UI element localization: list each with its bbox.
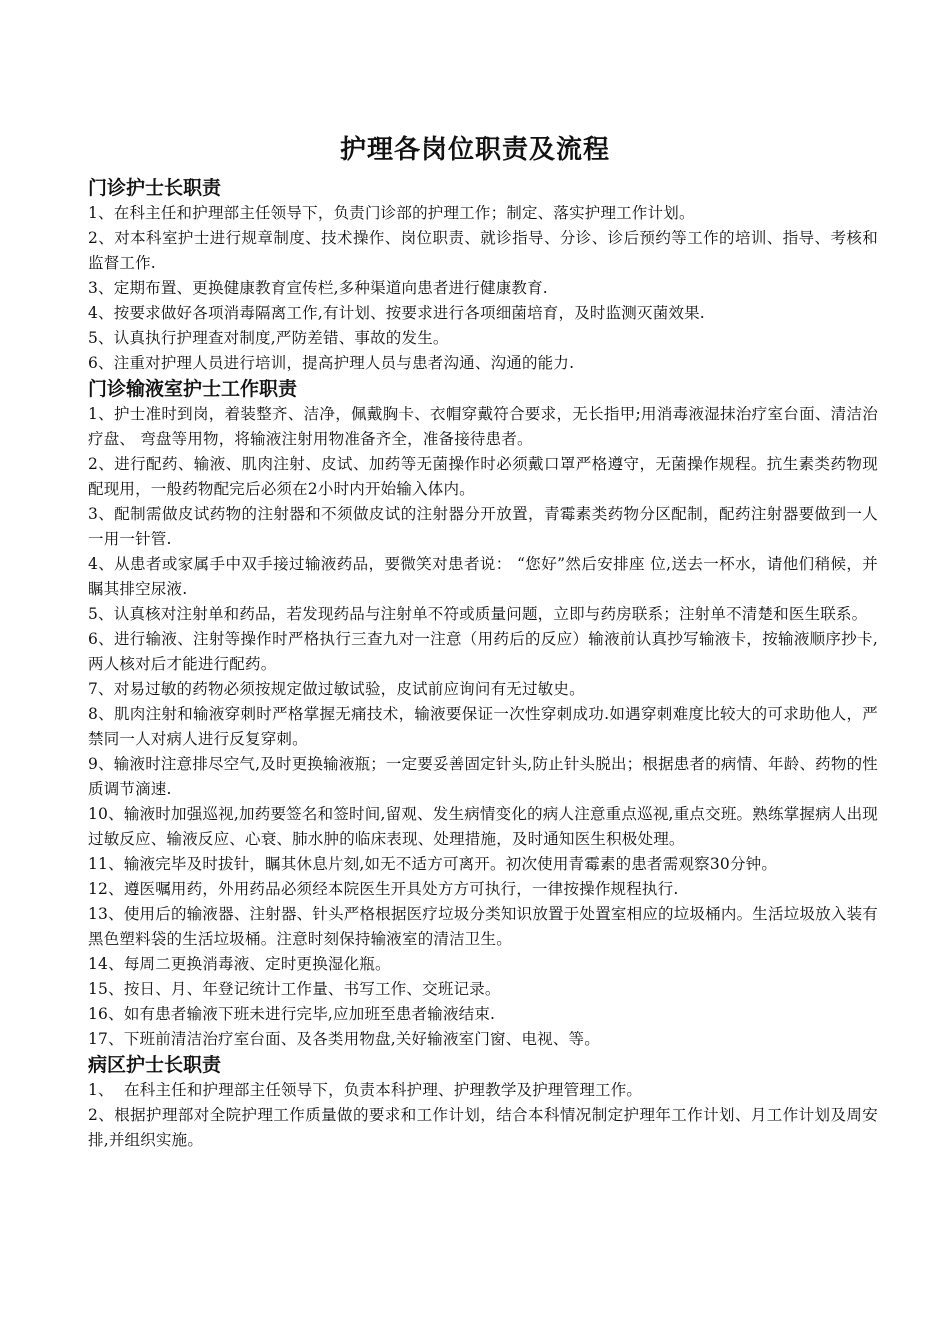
duty-item: 13、使用后的输液器、注射器、针头严格根据医疗垃圾分类知识放置于处置室相应的垃圾桶内。生活垃圾放入装有黑色塑料袋的生活垃圾桶。注意时刻保持输液室的清洁卫生。 xyxy=(88,905,878,948)
duty-item: 8、肌肉注射和输液穿刺时严格掌握无痛技术，输液要保证一次性穿刺成功.如遇穿刺难度比较大的可求助他人，严禁同一人对病人进行反复穿刺。 xyxy=(88,705,878,748)
duty-item: 11、输液完毕及时拔针，瞩其休息片刻,如无不适方可离开。初次使用青霉素的患者需观察30分钟。 xyxy=(88,855,778,873)
duty-item: 5、认真执行护理查对制度,严防差错、事故的发生。 xyxy=(88,329,449,347)
section-heading: 门诊护士长职责 xyxy=(88,177,222,199)
duty-item: 7、对易过敏的药物必须按规定做过敏试验，皮试前应询问有无过敏史。 xyxy=(88,680,585,698)
duty-item: 1、 在科主任和护理部主任领导下，负责本科护理、护理教学及护理管理工作。 xyxy=(88,1081,643,1099)
duty-item: 17、下班前清洁治疗室台面、及各类用物盘,关好输液室门窗、电视、等。 xyxy=(88,1030,600,1048)
duty-item: 12、遵医嘱用药，外用药品必须经本院医生开具处方方可执行，一律按操作规程执行. xyxy=(88,880,679,898)
duty-item: 16、如有患者输液下班未进行完毕,应加班至患者输液结束. xyxy=(88,1005,496,1023)
duty-item: 6、注重对护理人员进行培训，提高护理人员与患者沟通、沟通的能力. xyxy=(88,354,575,372)
section-heading: 门诊输液室护士工作职责 xyxy=(88,378,298,400)
duty-item: 14、每周二更换消毒液、定时更换湿化瓶。 xyxy=(88,955,391,973)
duty-item: 2、进行配药、输液、肌肉注射、皮试、加药等无菌操作时必须戴口罩严格遵守，无菌操作规程。抗生素类药物现配现用，一般药物配完后必须在2小时内开始输入体内。 xyxy=(88,455,878,498)
section-heading: 病区护士长职责 xyxy=(88,1054,222,1076)
duty-item: 10、输液时加强巡视,加药要签名和签时间,留观、发生病情变化的病人注意重点巡视,重点交班。熟练掌握病人出现过敏反应、输液反应、心衰、肺水肿的临床表现、处理措施，及时通知医生积极处理。 xyxy=(88,805,878,848)
section-infusion-room-nurse xyxy=(88,376,878,1052)
duty-item: 9、输液时注意排尽空气,及时更换输液瓶；一定要妥善固定针头,防止针头脱出；根据患者的病情、年龄、药物的性质调节滴速. xyxy=(88,755,878,798)
duty-item: 5、认真核对注射单和药品，若发现药品与注射单不符或质量问题，立即与药房联系；注射单不清楚和医生联系。 xyxy=(88,605,868,623)
duty-item: 3、定期布置、更换健康教育宣传栏,多种渠道向患者进行健康教育. xyxy=(88,279,548,297)
section-outpatient-head-nurse xyxy=(88,175,878,376)
duty-item: 4、从患者或家属手中双手接过输液药品，要微笑对患者说： “您好”然后安排座 位,送去一杯水，请他们稍候，并瞩其排空尿液. xyxy=(88,555,878,598)
duty-item: 4、按要求做好各项消毒隔离工作,有计划、按要求进行各项细菌培育，及时监测灭菌效果. xyxy=(88,304,705,322)
duty-item: 6、进行输液、注射等操作时严格执行三查九对一注意（用药后的反应）输液前认真抄写输液卡，按输液顺序抄卡,两人核对后才能进行配药。 xyxy=(88,630,878,673)
duty-item: 2、对本科室护士进行规章制度、技术操作、岗位职责、就诊指导、分诊、诊后预约等工作的培训、指导、考核和监督工作. xyxy=(88,229,878,272)
duty-item: 1、护士准时到岗，着装整齐、洁净，佩戴胸卡、衣帽穿戴符合要求，无长指甲;用消毒液湿抹治疗室台面、清洁治疗盘、 弯盘等用物，将输液注射用物准备齐全，准备接待患者。 xyxy=(88,405,878,448)
page-title: 护理各岗位职责及流程 xyxy=(339,135,610,165)
duty-item: 2、根据护理部对全院护理工作质量做的要求和工作计划，结合本科情况制定护理年工作计划、月工作计划及周安排,并组织实施。 xyxy=(88,1106,878,1149)
section-ward-head-nurse xyxy=(88,1052,878,1153)
duty-item: 15、按日、月、年登记统计工作量、书写工作、交班记录。 xyxy=(88,980,501,998)
document-body xyxy=(88,175,878,1153)
duty-item: 3、配制需做皮试药物的注射器和不须做皮试的注射器分开放置，青霉素类药物分区配制，配药注射器要做到一人一用一针管. xyxy=(88,505,878,548)
duty-item: 1、在科主任和护理部主任领导下，负责门诊部的护理工作；制定、落实护理工作计划。 xyxy=(88,204,695,222)
